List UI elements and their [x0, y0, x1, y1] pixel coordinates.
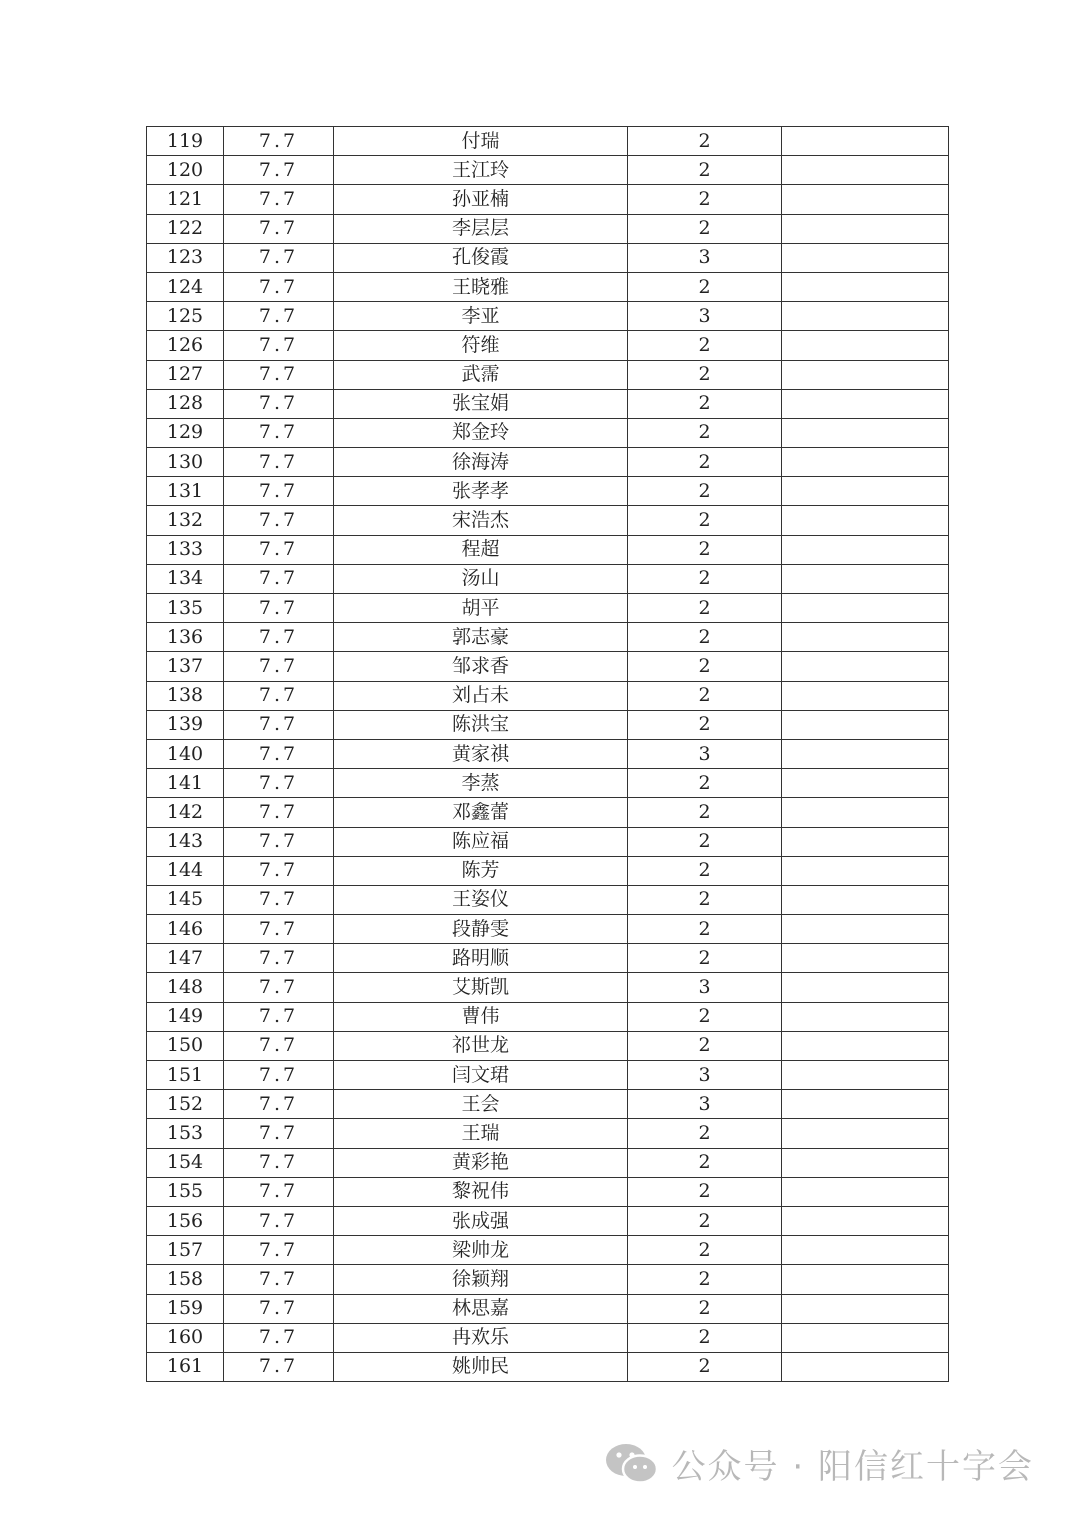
- cell-date: 7.7: [224, 798, 334, 827]
- cell-name: 刘占未: [334, 681, 628, 710]
- cell-date: 7.7: [224, 1236, 334, 1265]
- table-row: [147, 769, 949, 798]
- table-row: [147, 1031, 949, 1060]
- cell-count: 2: [628, 185, 782, 214]
- cell-index: 158: [147, 1265, 224, 1294]
- table-row: [147, 710, 949, 739]
- cell-index: 157: [147, 1236, 224, 1265]
- cell-count: 2: [628, 156, 782, 185]
- cell-remark: [782, 1177, 949, 1206]
- table-row: [147, 1090, 949, 1119]
- cell-name: 艾斯凯: [334, 973, 628, 1002]
- cell-date: 7.7: [224, 448, 334, 477]
- cell-name: 孙亚楠: [334, 185, 628, 214]
- cell-date: 7.7: [224, 623, 334, 652]
- cell-remark: [782, 769, 949, 798]
- cell-date: 7.7: [224, 594, 334, 623]
- table-row: [147, 1177, 949, 1206]
- cell-index: 119: [147, 127, 224, 156]
- table-row: [147, 185, 949, 214]
- cell-index: 148: [147, 973, 224, 1002]
- table-row: [147, 681, 949, 710]
- cell-remark: [782, 477, 949, 506]
- watermark-text: 公众号 · 阳信红十字会: [671, 1446, 1034, 1487]
- cell-count: 2: [628, 1206, 782, 1235]
- cell-remark: [782, 1206, 949, 1235]
- cell-date: 7.7: [224, 360, 334, 389]
- table-row: [147, 214, 949, 243]
- cell-remark: [782, 156, 949, 185]
- cell-index: 122: [147, 214, 224, 243]
- cell-count: 2: [628, 944, 782, 973]
- cell-count: 2: [628, 448, 782, 477]
- cell-name: 王姿仪: [334, 885, 628, 914]
- cell-index: 120: [147, 156, 224, 185]
- cell-date: 7.7: [224, 652, 334, 681]
- table-row: [147, 477, 949, 506]
- cell-count: 2: [628, 477, 782, 506]
- cell-index: 124: [147, 272, 224, 301]
- table-row: [147, 1265, 949, 1294]
- cell-name: 陈芳: [334, 856, 628, 885]
- cell-name: 王瑞: [334, 1119, 628, 1148]
- cell-remark: [782, 331, 949, 360]
- table-row: [147, 1294, 949, 1323]
- cell-index: 146: [147, 915, 224, 944]
- cell-count: 2: [628, 623, 782, 652]
- cell-date: 7.7: [224, 418, 334, 447]
- cell-date: 7.7: [224, 739, 334, 768]
- table-row: [147, 798, 949, 827]
- cell-remark: [782, 214, 949, 243]
- table-row: [147, 564, 949, 593]
- cell-index: 154: [147, 1148, 224, 1177]
- cell-date: 7.7: [224, 243, 334, 272]
- cell-name: 郭志豪: [334, 623, 628, 652]
- table-row: [147, 243, 949, 272]
- cell-index: 132: [147, 506, 224, 535]
- cell-name: 张成强: [334, 1206, 628, 1235]
- cell-index: 152: [147, 1090, 224, 1119]
- cell-date: 7.7: [224, 915, 334, 944]
- table-row: [147, 1119, 949, 1148]
- cell-remark: [782, 1031, 949, 1060]
- cell-remark: [782, 885, 949, 914]
- cell-remark: [782, 594, 949, 623]
- table-row: [147, 1002, 949, 1031]
- cell-count: 3: [628, 973, 782, 1002]
- cell-count: 2: [628, 1031, 782, 1060]
- table-row: [147, 739, 949, 768]
- cell-name: 李层层: [334, 214, 628, 243]
- cell-date: 7.7: [224, 1090, 334, 1119]
- cell-name: 邓鑫蕾: [334, 798, 628, 827]
- cell-date: 7.7: [224, 127, 334, 156]
- cell-date: 7.7: [224, 1031, 334, 1060]
- cell-index: 129: [147, 418, 224, 447]
- table-row: [147, 856, 949, 885]
- cell-name: 梁帅龙: [334, 1236, 628, 1265]
- cell-name: 程超: [334, 535, 628, 564]
- cell-remark: [782, 1294, 949, 1323]
- cell-index: 149: [147, 1002, 224, 1031]
- cell-count: 3: [628, 302, 782, 331]
- cell-date: 7.7: [224, 827, 334, 856]
- table-row: [147, 506, 949, 535]
- cell-count: 2: [628, 1236, 782, 1265]
- cell-name: 冉欢乐: [334, 1323, 628, 1352]
- cell-count: 2: [628, 389, 782, 418]
- cell-name: 汤山: [334, 564, 628, 593]
- cell-count: 2: [628, 652, 782, 681]
- cell-index: 131: [147, 477, 224, 506]
- cell-index: 161: [147, 1352, 224, 1381]
- cell-date: 7.7: [224, 856, 334, 885]
- cell-remark: [782, 739, 949, 768]
- cell-date: 7.7: [224, 1265, 334, 1294]
- cell-date: 7.7: [224, 214, 334, 243]
- cell-name: 孔俊霞: [334, 243, 628, 272]
- cell-index: 130: [147, 448, 224, 477]
- cell-date: 7.7: [224, 1323, 334, 1352]
- table-row: [147, 535, 949, 564]
- cell-name: 王晓雅: [334, 272, 628, 301]
- cell-count: 2: [628, 1294, 782, 1323]
- cell-name: 黄彩艳: [334, 1148, 628, 1177]
- cell-date: 7.7: [224, 477, 334, 506]
- table-row: [147, 331, 949, 360]
- table-row: [147, 1352, 949, 1381]
- cell-remark: [782, 185, 949, 214]
- cell-count: 2: [628, 1002, 782, 1031]
- cell-remark: [782, 798, 949, 827]
- cell-remark: [782, 973, 949, 1002]
- cell-remark: [782, 243, 949, 272]
- cell-count: 2: [628, 564, 782, 593]
- cell-index: 133: [147, 535, 224, 564]
- cell-name: 王江玲: [334, 156, 628, 185]
- cell-remark: [782, 389, 949, 418]
- cell-date: 7.7: [224, 564, 334, 593]
- cell-count: 2: [628, 1323, 782, 1352]
- cell-remark: [782, 1323, 949, 1352]
- cell-index: 143: [147, 827, 224, 856]
- cell-index: 142: [147, 798, 224, 827]
- cell-name: 胡平: [334, 594, 628, 623]
- cell-date: 7.7: [224, 1148, 334, 1177]
- cell-index: 126: [147, 331, 224, 360]
- cell-date: 7.7: [224, 535, 334, 564]
- cell-name: 曹伟: [334, 1002, 628, 1031]
- cell-date: 7.7: [224, 769, 334, 798]
- cell-date: 7.7: [224, 389, 334, 418]
- cell-name: 李蒸: [334, 769, 628, 798]
- cell-index: 159: [147, 1294, 224, 1323]
- table-row: [147, 623, 949, 652]
- cell-name: 付瑞: [334, 127, 628, 156]
- cell-name: 武霈: [334, 360, 628, 389]
- cell-name: 李亚: [334, 302, 628, 331]
- cell-count: 2: [628, 1119, 782, 1148]
- cell-count: 2: [628, 681, 782, 710]
- cell-name: 姚帅民: [334, 1352, 628, 1381]
- cell-remark: [782, 564, 949, 593]
- cell-index: 138: [147, 681, 224, 710]
- cell-name: 黎祝伟: [334, 1177, 628, 1206]
- cell-remark: [782, 915, 949, 944]
- table-body: [147, 127, 949, 1382]
- cell-date: 7.7: [224, 944, 334, 973]
- cell-index: 153: [147, 1119, 224, 1148]
- table-row: [147, 127, 949, 156]
- cell-remark: [782, 1148, 949, 1177]
- cell-remark: [782, 856, 949, 885]
- cell-count: 3: [628, 1061, 782, 1090]
- cell-date: 7.7: [224, 885, 334, 914]
- table-row: [147, 360, 949, 389]
- cell-count: 2: [628, 331, 782, 360]
- cell-name: 徐海涛: [334, 448, 628, 477]
- cell-name: 陈应福: [334, 827, 628, 856]
- table-row: [147, 652, 949, 681]
- table-row: [147, 885, 949, 914]
- table-row: [147, 418, 949, 447]
- cell-index: 145: [147, 885, 224, 914]
- table-row: [147, 1061, 949, 1090]
- cell-index: 137: [147, 652, 224, 681]
- cell-count: 2: [628, 827, 782, 856]
- cell-index: 144: [147, 856, 224, 885]
- cell-count: 2: [628, 769, 782, 798]
- cell-count: 3: [628, 243, 782, 272]
- cell-date: 7.7: [224, 1294, 334, 1323]
- cell-date: 7.7: [224, 272, 334, 301]
- cell-name: 郑金玲: [334, 418, 628, 447]
- cell-index: 147: [147, 944, 224, 973]
- cell-index: 139: [147, 710, 224, 739]
- cell-date: 7.7: [224, 1061, 334, 1090]
- cell-name: 陈洪宝: [334, 710, 628, 739]
- cell-remark: [782, 1265, 949, 1294]
- cell-remark: [782, 1236, 949, 1265]
- cell-index: 136: [147, 623, 224, 652]
- cell-count: 2: [628, 915, 782, 944]
- cell-index: 127: [147, 360, 224, 389]
- cell-date: 7.7: [224, 1002, 334, 1031]
- cell-index: 123: [147, 243, 224, 272]
- cell-date: 7.7: [224, 710, 334, 739]
- cell-date: 7.7: [224, 1177, 334, 1206]
- cell-name: 路明顺: [334, 944, 628, 973]
- cell-remark: [782, 302, 949, 331]
- cell-index: 160: [147, 1323, 224, 1352]
- cell-name: 张孝孝: [334, 477, 628, 506]
- cell-count: 2: [628, 1265, 782, 1294]
- cell-name: 祁世龙: [334, 1031, 628, 1060]
- cell-count: 2: [628, 214, 782, 243]
- cell-date: 7.7: [224, 1352, 334, 1381]
- cell-count: 2: [628, 127, 782, 156]
- cell-remark: [782, 535, 949, 564]
- cell-index: 150: [147, 1031, 224, 1060]
- table-row: [147, 1323, 949, 1352]
- cell-count: 2: [628, 885, 782, 914]
- table-row: [147, 302, 949, 331]
- cell-index: 135: [147, 594, 224, 623]
- cell-count: 2: [628, 1148, 782, 1177]
- cell-remark: [782, 652, 949, 681]
- cell-remark: [782, 272, 949, 301]
- cell-count: 2: [628, 506, 782, 535]
- cell-count: 2: [628, 1352, 782, 1381]
- cell-remark: [782, 623, 949, 652]
- cell-index: 121: [147, 185, 224, 214]
- cell-date: 7.7: [224, 156, 334, 185]
- table-row: [147, 272, 949, 301]
- cell-count: 2: [628, 535, 782, 564]
- cell-name: 邹求香: [334, 652, 628, 681]
- cell-name: 张宝娟: [334, 389, 628, 418]
- cell-name: 符维: [334, 331, 628, 360]
- cell-count: 2: [628, 856, 782, 885]
- cell-remark: [782, 506, 949, 535]
- cell-count: 3: [628, 1090, 782, 1119]
- cell-date: 7.7: [224, 1206, 334, 1235]
- cell-date: 7.7: [224, 1119, 334, 1148]
- cell-count: 3: [628, 739, 782, 768]
- cell-date: 7.7: [224, 185, 334, 214]
- cell-date: 7.7: [224, 302, 334, 331]
- cell-name: 宋浩杰: [334, 506, 628, 535]
- cell-remark: [782, 827, 949, 856]
- cell-name: 闫文珺: [334, 1061, 628, 1090]
- cell-remark: [782, 1061, 949, 1090]
- cell-index: 156: [147, 1206, 224, 1235]
- cell-index: 125: [147, 302, 224, 331]
- cell-count: 2: [628, 594, 782, 623]
- cell-name: 段静雯: [334, 915, 628, 944]
- cell-index: 155: [147, 1177, 224, 1206]
- cell-remark: [782, 944, 949, 973]
- cell-count: 2: [628, 360, 782, 389]
- cell-index: 140: [147, 739, 224, 768]
- cell-index: 141: [147, 769, 224, 798]
- cell-remark: [782, 1090, 949, 1119]
- cell-count: 2: [628, 1177, 782, 1206]
- table-row: [147, 389, 949, 418]
- table-row: [147, 1236, 949, 1265]
- cell-count: 2: [628, 710, 782, 739]
- cell-index: 151: [147, 1061, 224, 1090]
- table-row: [147, 1206, 949, 1235]
- cell-remark: [782, 360, 949, 389]
- cell-remark: [782, 681, 949, 710]
- cell-remark: [782, 127, 949, 156]
- cell-date: 7.7: [224, 506, 334, 535]
- cell-date: 7.7: [224, 681, 334, 710]
- cell-name: 林思嘉: [334, 1294, 628, 1323]
- cell-remark: [782, 710, 949, 739]
- cell-count: 2: [628, 272, 782, 301]
- cell-index: 128: [147, 389, 224, 418]
- cell-count: 2: [628, 418, 782, 447]
- cell-name: 王会: [334, 1090, 628, 1119]
- wechat-icon: [602, 1438, 662, 1488]
- table-row: [147, 156, 949, 185]
- table-row: [147, 915, 949, 944]
- cell-remark: [782, 448, 949, 477]
- cell-date: 7.7: [224, 973, 334, 1002]
- table-row: [147, 448, 949, 477]
- watermark: [602, 1438, 1034, 1488]
- table-row: [147, 973, 949, 1002]
- cell-index: 134: [147, 564, 224, 593]
- table-row: [147, 1148, 949, 1177]
- table-row: [147, 594, 949, 623]
- cell-remark: [782, 1119, 949, 1148]
- cell-name: 黄家祺: [334, 739, 628, 768]
- cell-date: 7.7: [224, 331, 334, 360]
- cell-remark: [782, 418, 949, 447]
- donor-table: [146, 126, 949, 1382]
- table-row: [147, 827, 949, 856]
- cell-name: 徐颖翔: [334, 1265, 628, 1294]
- cell-remark: [782, 1352, 949, 1381]
- table-row: [147, 944, 949, 973]
- cell-remark: [782, 1002, 949, 1031]
- cell-count: 2: [628, 798, 782, 827]
